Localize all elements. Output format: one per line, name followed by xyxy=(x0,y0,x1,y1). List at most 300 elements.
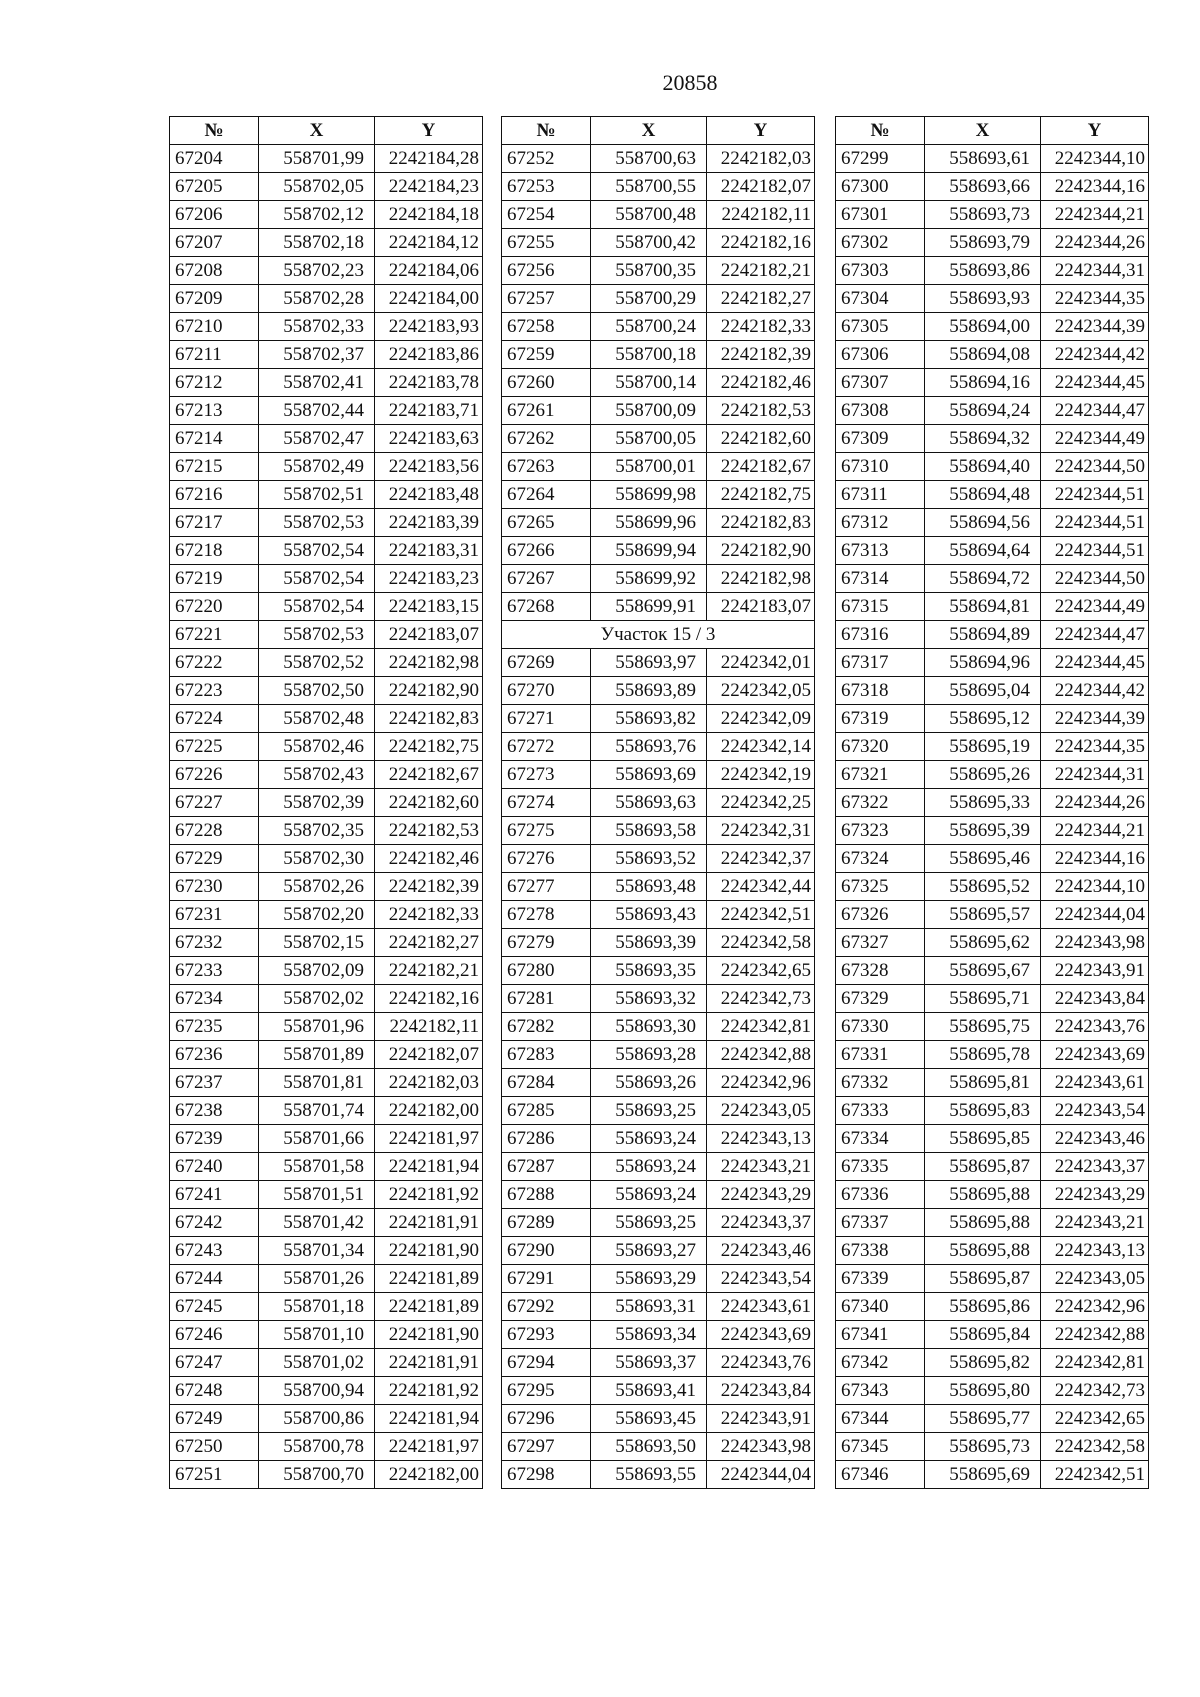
cell-x: 558700,05 xyxy=(591,425,707,453)
table-row xyxy=(170,1321,483,1349)
cell-y: 2242342,65 xyxy=(707,957,815,985)
cell-x: 558701,51 xyxy=(259,1181,375,1209)
cell-y: 2242342,51 xyxy=(1041,1461,1149,1489)
table-row xyxy=(170,285,483,313)
table-row xyxy=(502,425,815,453)
cell-x: 558693,24 xyxy=(591,1125,707,1153)
cell-number: 67260 xyxy=(502,369,591,397)
table-row xyxy=(502,537,815,565)
cell-number: 67225 xyxy=(170,733,259,761)
cell-x: 558693,25 xyxy=(591,1209,707,1237)
cell-y: 2242344,04 xyxy=(1041,901,1149,929)
header-x: X xyxy=(591,117,707,145)
cell-y: 2242343,29 xyxy=(707,1181,815,1209)
cell-y: 2242182,39 xyxy=(375,873,483,901)
table-row xyxy=(502,285,815,313)
table-row xyxy=(502,649,815,677)
table-row xyxy=(502,1237,815,1265)
cell-x: 558695,12 xyxy=(925,705,1041,733)
cell-y: 2242342,37 xyxy=(707,845,815,873)
cell-y: 2242182,83 xyxy=(375,705,483,733)
cell-y: 2242342,58 xyxy=(1041,1433,1149,1461)
cell-y: 2242344,10 xyxy=(1041,873,1149,901)
table-row xyxy=(502,453,815,481)
table-row xyxy=(502,901,815,929)
cell-y: 2242182,21 xyxy=(375,957,483,985)
table-row xyxy=(170,845,483,873)
cell-y: 2242343,98 xyxy=(1041,929,1149,957)
cell-x: 558700,63 xyxy=(591,145,707,173)
cell-y: 2242344,42 xyxy=(1041,341,1149,369)
cell-number: 67326 xyxy=(836,901,925,929)
cell-x: 558693,26 xyxy=(591,1069,707,1097)
cell-y: 2242344,51 xyxy=(1041,509,1149,537)
table-row xyxy=(170,1125,483,1153)
table-row xyxy=(836,1125,1149,1153)
cell-x: 558693,50 xyxy=(591,1433,707,1461)
table-row xyxy=(170,1377,483,1405)
cell-y: 2242342,01 xyxy=(707,649,815,677)
table-row xyxy=(836,929,1149,957)
cell-x: 558693,93 xyxy=(925,285,1041,313)
cell-x: 558701,74 xyxy=(259,1097,375,1125)
cell-y: 2242344,51 xyxy=(1041,537,1149,565)
cell-x: 558701,96 xyxy=(259,1013,375,1041)
cell-y: 2242181,91 xyxy=(375,1349,483,1377)
cell-x: 558699,94 xyxy=(591,537,707,565)
cell-number: 67208 xyxy=(170,257,259,285)
cell-number: 67292 xyxy=(502,1293,591,1321)
cell-y: 2242181,89 xyxy=(375,1265,483,1293)
cell-y: 2242344,26 xyxy=(1041,789,1149,817)
cell-number: 67324 xyxy=(836,845,925,873)
cell-y: 2242343,46 xyxy=(707,1237,815,1265)
table-row xyxy=(502,397,815,425)
cell-y: 2242343,46 xyxy=(1041,1125,1149,1153)
cell-y: 2242183,39 xyxy=(375,509,483,537)
cell-x: 558694,96 xyxy=(925,649,1041,677)
cell-y: 2242344,45 xyxy=(1041,369,1149,397)
cell-number: 67243 xyxy=(170,1237,259,1265)
cell-x: 558693,61 xyxy=(925,145,1041,173)
cell-y: 2242183,31 xyxy=(375,537,483,565)
table-row xyxy=(170,1405,483,1433)
table-row xyxy=(836,593,1149,621)
cell-x: 558702,52 xyxy=(259,649,375,677)
cell-y: 2242343,69 xyxy=(707,1321,815,1349)
cell-x: 558702,28 xyxy=(259,285,375,313)
cell-x: 558701,26 xyxy=(259,1265,375,1293)
table-row xyxy=(170,341,483,369)
cell-number: 67304 xyxy=(836,285,925,313)
table-row xyxy=(170,677,483,705)
cell-y: 2242183,07 xyxy=(707,593,815,621)
cell-number: 67276 xyxy=(502,845,591,873)
cell-number: 67277 xyxy=(502,873,591,901)
cell-x: 558699,98 xyxy=(591,481,707,509)
cell-number: 67249 xyxy=(170,1405,259,1433)
cell-number: 67322 xyxy=(836,789,925,817)
cell-number: 67246 xyxy=(170,1321,259,1349)
table-row xyxy=(836,565,1149,593)
cell-y: 2242342,44 xyxy=(707,873,815,901)
cell-y: 2242344,21 xyxy=(1041,201,1149,229)
cell-x: 558702,18 xyxy=(259,229,375,257)
cell-x: 558700,78 xyxy=(259,1433,375,1461)
table-row xyxy=(502,1265,815,1293)
cell-y: 2242182,16 xyxy=(375,985,483,1013)
table-row xyxy=(502,1433,815,1461)
cell-number: 67331 xyxy=(836,1041,925,1069)
cell-y: 2242342,25 xyxy=(707,789,815,817)
table-row xyxy=(170,453,483,481)
cell-number: 67341 xyxy=(836,1321,925,1349)
cell-number: 67212 xyxy=(170,369,259,397)
cell-y: 2242182,07 xyxy=(707,173,815,201)
cell-x: 558695,69 xyxy=(925,1461,1041,1489)
table-row xyxy=(836,1293,1149,1321)
cell-y: 2242343,13 xyxy=(707,1125,815,1153)
cell-number: 67217 xyxy=(170,509,259,537)
cell-x: 558695,78 xyxy=(925,1041,1041,1069)
cell-x: 558702,23 xyxy=(259,257,375,285)
table-row xyxy=(502,1349,815,1377)
cell-number: 67250 xyxy=(170,1433,259,1461)
cell-x: 558702,02 xyxy=(259,985,375,1013)
cell-number: 67271 xyxy=(502,705,591,733)
cell-y: 2242181,89 xyxy=(375,1293,483,1321)
table-row xyxy=(502,761,815,789)
cell-y: 2242343,91 xyxy=(1041,957,1149,985)
table-row xyxy=(836,397,1149,425)
cell-x: 558693,86 xyxy=(925,257,1041,285)
cell-y: 2242344,35 xyxy=(1041,733,1149,761)
table-row xyxy=(836,761,1149,789)
table-row xyxy=(170,313,483,341)
table-row xyxy=(170,229,483,257)
table-row xyxy=(170,1069,483,1097)
cell-number: 67332 xyxy=(836,1069,925,1097)
cell-y: 2242182,75 xyxy=(375,733,483,761)
cell-y: 2242344,39 xyxy=(1041,705,1149,733)
cell-number: 67300 xyxy=(836,173,925,201)
cell-number: 67266 xyxy=(502,537,591,565)
cell-y: 2242184,06 xyxy=(375,257,483,285)
cell-y: 2242182,03 xyxy=(707,145,815,173)
cell-number: 67231 xyxy=(170,901,259,929)
cell-number: 67268 xyxy=(502,593,591,621)
table-row xyxy=(836,201,1149,229)
cell-x: 558700,18 xyxy=(591,341,707,369)
table-row xyxy=(170,1153,483,1181)
table-row xyxy=(170,929,483,957)
cell-x: 558693,39 xyxy=(591,929,707,957)
cell-number: 67230 xyxy=(170,873,259,901)
cell-x: 558702,54 xyxy=(259,565,375,593)
table-row xyxy=(170,649,483,677)
table-row xyxy=(170,145,483,173)
cell-y: 2242344,50 xyxy=(1041,453,1149,481)
table-row xyxy=(502,1293,815,1321)
cell-y: 2242343,13 xyxy=(1041,1237,1149,1265)
cell-x: 558694,40 xyxy=(925,453,1041,481)
cell-y: 2242343,84 xyxy=(707,1377,815,1405)
cell-number: 67301 xyxy=(836,201,925,229)
header-number: № xyxy=(502,117,591,145)
table-row xyxy=(170,1181,483,1209)
table-row xyxy=(836,649,1149,677)
cell-number: 67317 xyxy=(836,649,925,677)
cell-y: 2242182,21 xyxy=(707,257,815,285)
cell-x: 558693,28 xyxy=(591,1041,707,1069)
cell-y: 2242183,63 xyxy=(375,425,483,453)
cell-number: 67309 xyxy=(836,425,925,453)
cell-y: 2242182,90 xyxy=(375,677,483,705)
cell-y: 2242181,91 xyxy=(375,1209,483,1237)
table-row xyxy=(836,1041,1149,1069)
cell-number: 67283 xyxy=(502,1041,591,1069)
cell-y: 2242182,33 xyxy=(707,313,815,341)
cell-y: 2242342,58 xyxy=(707,929,815,957)
cell-y: 2242344,35 xyxy=(1041,285,1149,313)
cell-x: 558695,57 xyxy=(925,901,1041,929)
table-row xyxy=(836,985,1149,1013)
cell-y: 2242343,29 xyxy=(1041,1181,1149,1209)
cell-number: 67344 xyxy=(836,1405,925,1433)
cell-number: 67295 xyxy=(502,1377,591,1405)
table-row xyxy=(502,173,815,201)
cell-x: 558702,12 xyxy=(259,201,375,229)
cell-number: 67206 xyxy=(170,201,259,229)
cell-number: 67272 xyxy=(502,733,591,761)
table-row xyxy=(836,817,1149,845)
cell-number: 67214 xyxy=(170,425,259,453)
cell-y: 2242181,97 xyxy=(375,1433,483,1461)
cell-number: 67218 xyxy=(170,537,259,565)
table-row xyxy=(836,313,1149,341)
table-row xyxy=(502,845,815,873)
cell-y: 2242181,94 xyxy=(375,1405,483,1433)
cell-number: 67286 xyxy=(502,1125,591,1153)
cell-y: 2242183,78 xyxy=(375,369,483,397)
cell-number: 67291 xyxy=(502,1265,591,1293)
cell-number: 67245 xyxy=(170,1293,259,1321)
cell-x: 558693,37 xyxy=(591,1349,707,1377)
cell-x: 558702,43 xyxy=(259,761,375,789)
cell-x: 558700,14 xyxy=(591,369,707,397)
table-row xyxy=(836,1237,1149,1265)
cell-number: 67265 xyxy=(502,509,591,537)
cell-x: 558701,02 xyxy=(259,1349,375,1377)
cell-y: 2242342,19 xyxy=(707,761,815,789)
cell-x: 558702,37 xyxy=(259,341,375,369)
table-row xyxy=(170,565,483,593)
cell-number: 67240 xyxy=(170,1153,259,1181)
table-row xyxy=(836,733,1149,761)
table-row xyxy=(170,509,483,537)
cell-number: 67226 xyxy=(170,761,259,789)
cell-x: 558694,08 xyxy=(925,341,1041,369)
cell-number: 67306 xyxy=(836,341,925,369)
cell-y: 2242344,31 xyxy=(1041,761,1149,789)
cell-x: 558693,89 xyxy=(591,677,707,705)
table-row xyxy=(836,901,1149,929)
table-row xyxy=(836,481,1149,509)
cell-y: 2242182,33 xyxy=(375,901,483,929)
table-row xyxy=(502,705,815,733)
table-row xyxy=(836,845,1149,873)
cell-number: 67239 xyxy=(170,1125,259,1153)
section-label: Участок 15 / 3 xyxy=(502,621,815,649)
table-row xyxy=(170,705,483,733)
cell-x: 558700,48 xyxy=(591,201,707,229)
cell-y: 2242183,86 xyxy=(375,341,483,369)
cell-y: 2242182,67 xyxy=(707,453,815,481)
cell-x: 558695,26 xyxy=(925,761,1041,789)
cell-y: 2242184,00 xyxy=(375,285,483,313)
cell-x: 558701,99 xyxy=(259,145,375,173)
table-row xyxy=(170,1349,483,1377)
cell-number: 67298 xyxy=(502,1461,591,1489)
table-row xyxy=(502,1041,815,1069)
table-row xyxy=(170,593,483,621)
cell-x: 558700,86 xyxy=(259,1405,375,1433)
table-row xyxy=(170,1209,483,1237)
cell-x: 558702,49 xyxy=(259,453,375,481)
cell-x: 558695,87 xyxy=(925,1265,1041,1293)
cell-x: 558700,29 xyxy=(591,285,707,313)
cell-y: 2242342,96 xyxy=(1041,1293,1149,1321)
cell-number: 67224 xyxy=(170,705,259,733)
cell-x: 558693,31 xyxy=(591,1293,707,1321)
cell-number: 67345 xyxy=(836,1433,925,1461)
cell-number: 67262 xyxy=(502,425,591,453)
cell-x: 558695,33 xyxy=(925,789,1041,817)
table-row xyxy=(836,1433,1149,1461)
cell-number: 67229 xyxy=(170,845,259,873)
table-row xyxy=(836,621,1149,649)
cell-number: 67333 xyxy=(836,1097,925,1125)
cell-x: 558695,46 xyxy=(925,845,1041,873)
cell-y: 2242343,21 xyxy=(707,1153,815,1181)
cell-number: 67285 xyxy=(502,1097,591,1125)
cell-number: 67303 xyxy=(836,257,925,285)
cell-x: 558694,24 xyxy=(925,397,1041,425)
cell-y: 2242182,27 xyxy=(375,929,483,957)
cell-x: 558693,32 xyxy=(591,985,707,1013)
cell-y: 2242184,18 xyxy=(375,201,483,229)
cell-y: 2242342,65 xyxy=(1041,1405,1149,1433)
cell-x: 558702,54 xyxy=(259,593,375,621)
cell-number: 67293 xyxy=(502,1321,591,1349)
cell-x: 558693,27 xyxy=(591,1237,707,1265)
cell-x: 558695,19 xyxy=(925,733,1041,761)
cell-number: 67288 xyxy=(502,1181,591,1209)
table-row xyxy=(836,173,1149,201)
cell-number: 67343 xyxy=(836,1377,925,1405)
table-row xyxy=(502,481,815,509)
cell-x: 558701,18 xyxy=(259,1293,375,1321)
cell-number: 67256 xyxy=(502,257,591,285)
cell-number: 67242 xyxy=(170,1209,259,1237)
cell-number: 67313 xyxy=(836,537,925,565)
cell-y: 2242181,94 xyxy=(375,1153,483,1181)
table-row xyxy=(836,1265,1149,1293)
cell-y: 2242182,00 xyxy=(375,1097,483,1125)
cell-number: 67346 xyxy=(836,1461,925,1489)
cell-number: 67310 xyxy=(836,453,925,481)
cell-y: 2242343,76 xyxy=(1041,1013,1149,1041)
cell-y: 2242343,54 xyxy=(1041,1097,1149,1125)
cell-x: 558695,82 xyxy=(925,1349,1041,1377)
cell-x: 558702,44 xyxy=(259,397,375,425)
cell-y: 2242342,14 xyxy=(707,733,815,761)
table-row xyxy=(502,929,815,957)
cell-y: 2242344,51 xyxy=(1041,481,1149,509)
cell-x: 558702,15 xyxy=(259,929,375,957)
header-y: Y xyxy=(375,117,483,145)
cell-x: 558693,24 xyxy=(591,1153,707,1181)
table-row xyxy=(502,957,815,985)
table-row xyxy=(502,369,815,397)
cell-y: 2242182,53 xyxy=(375,817,483,845)
cell-y: 2242183,15 xyxy=(375,593,483,621)
coordinates-table-3 xyxy=(835,116,1149,1489)
cell-number: 67210 xyxy=(170,313,259,341)
table-row xyxy=(502,229,815,257)
cell-y: 2242182,53 xyxy=(707,397,815,425)
cell-y: 2242182,67 xyxy=(375,761,483,789)
cell-number: 67236 xyxy=(170,1041,259,1069)
table-row xyxy=(170,369,483,397)
cell-y: 2242182,39 xyxy=(707,341,815,369)
table-row xyxy=(836,369,1149,397)
cell-number: 67314 xyxy=(836,565,925,593)
cell-x: 558694,32 xyxy=(925,425,1041,453)
cell-number: 67302 xyxy=(836,229,925,257)
table-row xyxy=(170,733,483,761)
header-x: X xyxy=(925,117,1041,145)
cell-number: 67335 xyxy=(836,1153,925,1181)
cell-y: 2242344,47 xyxy=(1041,621,1149,649)
table-row xyxy=(170,1041,483,1069)
cell-number: 67228 xyxy=(170,817,259,845)
table-row xyxy=(502,509,815,537)
cell-y: 2242344,49 xyxy=(1041,425,1149,453)
cell-x: 558693,45 xyxy=(591,1405,707,1433)
cell-x: 558702,33 xyxy=(259,313,375,341)
cell-x: 558702,54 xyxy=(259,537,375,565)
cell-y: 2242183,23 xyxy=(375,565,483,593)
cell-number: 67282 xyxy=(502,1013,591,1041)
cell-x: 558700,42 xyxy=(591,229,707,257)
table-row xyxy=(836,425,1149,453)
table-row xyxy=(170,1461,483,1489)
cell-y: 2242344,26 xyxy=(1041,229,1149,257)
cell-x: 558693,25 xyxy=(591,1097,707,1125)
cell-x: 558695,88 xyxy=(925,1181,1041,1209)
table-row xyxy=(502,341,815,369)
cell-x: 558701,66 xyxy=(259,1125,375,1153)
table-row xyxy=(836,1069,1149,1097)
cell-number: 67274 xyxy=(502,789,591,817)
cell-number: 67316 xyxy=(836,621,925,649)
table-row xyxy=(836,1153,1149,1181)
table-row xyxy=(170,957,483,985)
cell-y: 2242342,09 xyxy=(707,705,815,733)
cell-y: 2242342,31 xyxy=(707,817,815,845)
cell-x: 558693,24 xyxy=(591,1181,707,1209)
